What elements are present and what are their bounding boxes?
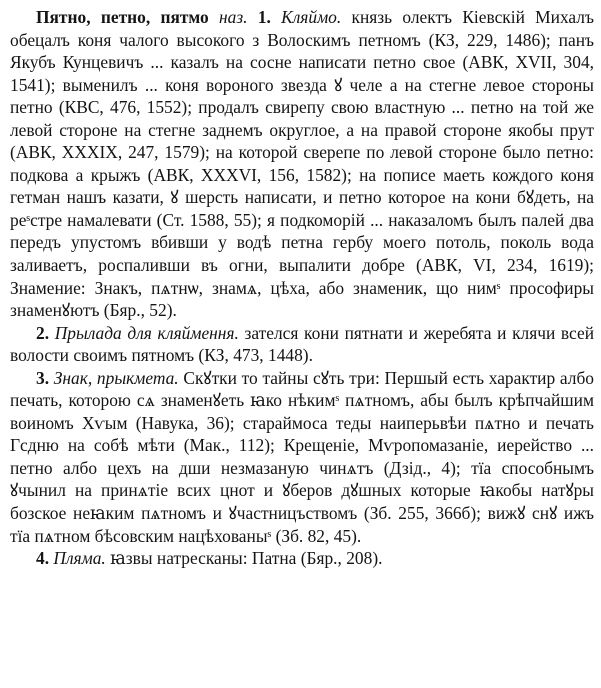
- sense-number: 3.: [36, 367, 50, 388]
- sense-citations: князь олектъ Кіевскій Михалъ обецалъ коня чалого высокого з Волоскимъ петномъ (КЗ, 229, 1486); панъ Якубъ Кунцевичъ ... казалъ на сосне написати петно свое (АВК, XVII, 304, 1541); выменилъ ... коня вороного звезда ꙋ челе а на стегне левое стороны петно (КВС, 476, 1552); продалъ свирепу свою властную ... петно на той же левой стороне на стегне заднемъ округлое, а на правой стороне якобы прут (АВК, XXXIX, 247, 1579); на которой сверепе по левой стороне было петно: подкова а крыжъ (АВК, XXXVI, 156, 1582); на пописе маеть кождого коня гетман нашъ казати, ꙋ шерсть написати, и петно которое на кони бꙋдеть, на реˢстре намалевати (Ст. 1588, 55); я подкоморій ... наказаломъ былъ палей два передъ упустомъ вбивши у водѣ петна гербу моего потоль, поколь вода заливаетъ, роспаливши въ огни, выпалити добре (АВК, VI, 234, 1619); Знамение: Знакъ, пѧтнѡ, знамѧ, цѣха, або знаменик, що нимˢ прософиры знаменꙋютъ (Бяр., 52).: [10, 7, 594, 321]
- sense-definition: Прылада для кляймення.: [54, 322, 239, 343]
- sense-number: 1.: [257, 7, 271, 27]
- sense-3-paragraph: [10, 367, 594, 547]
- sense-citations: Скꙋтки то тайны сꙋть три: Першый есть характир албо печать, которою сѧ знаменꙋеть ꙗко нѣкимˢ пѧтномъ, абы былъ крѣпчайшим воиномъ Хѵым (Навука, 36); старaймоса теды наиперьвѣи пѧтно и печать Гсдню на собѣ мѣти (Мак., 112); Крещеніе, Мѵропомазаніе, иерейство ... петно албо цехъ на дши незмазаную чинѧтъ (Дзід., 4); тїа способнымъ ꙋчынил на принѧтіе всих цнот и ꙋберов дꙋшных которые ꙗкобы натꙋры бозское неꙗким пѧтномъ и ꙋчастницъствомъ (Зб. 255, 366б); вижꙋ снꙋ ижъ тїа пѧтном бѣсовским нацѣхованыˢ (Зб. 82, 45).: [10, 367, 594, 546]
- dictionary-entry: [10, 6, 594, 570]
- sense-citations: ꙗзвы натресканы: Патна (Бяр., 208).: [110, 548, 383, 569]
- sense-number: 2.: [36, 322, 50, 343]
- sense-2-paragraph: [10, 322, 594, 367]
- sense-definition: Пляма.: [53, 548, 106, 569]
- sense-number: 4.: [36, 548, 50, 569]
- headword: Пятно, петно, пятмо: [36, 7, 209, 27]
- sense-citations: зателся кони пятнати и жеребята и клячи всей волости своимъ пятномъ (КЗ, 473, 1448).: [10, 322, 594, 366]
- grammar-label: наз.: [219, 7, 248, 27]
- sense-definition: Кляймо.: [281, 7, 342, 27]
- sense-1-paragraph: [10, 6, 594, 322]
- sense-4-paragraph: [10, 547, 594, 570]
- sense-definition: Знак, прыкмета.: [53, 367, 179, 388]
